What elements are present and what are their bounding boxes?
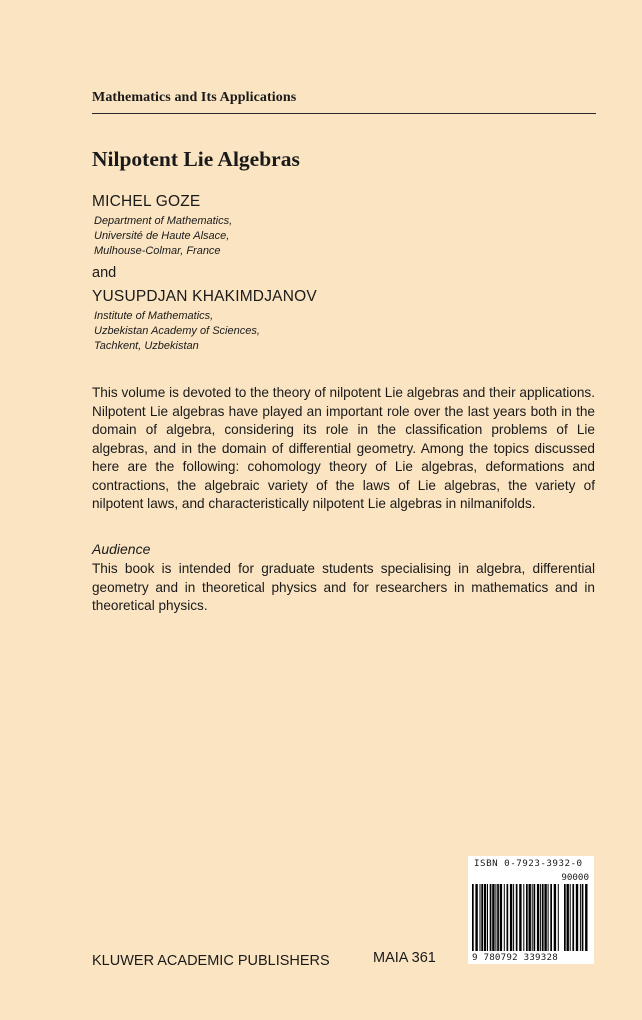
- barcode-bar: [475, 884, 477, 951]
- header-rule: [92, 113, 596, 114]
- barcode-bar: [492, 884, 494, 951]
- barcode-bar: [504, 884, 505, 951]
- audience-heading: Audience: [92, 541, 151, 557]
- barcode-bar: [585, 884, 587, 951]
- affiliation-line: Mulhouse-Colmar, France: [94, 245, 221, 257]
- barcode-bar: [519, 884, 521, 951]
- barcode-bar: [582, 884, 584, 951]
- barcode-bar: [558, 884, 559, 951]
- barcode-bars: [472, 884, 560, 951]
- series-title: Mathematics and Its Applications: [92, 90, 297, 105]
- barcode-bar: [570, 884, 571, 951]
- barcode-bar: [529, 884, 531, 951]
- barcode-bar: [542, 884, 544, 951]
- barcode-bar: [480, 884, 481, 951]
- publisher-name: KLUWER ACADEMIC PUBLISHERS: [92, 953, 330, 969]
- affiliation-line: Tachkent, Uzbekistan: [94, 340, 199, 352]
- barcode-bar: [580, 884, 581, 951]
- barcode-bar: [507, 884, 509, 951]
- barcode-bar: [550, 884, 552, 951]
- barcode-bar: [523, 884, 524, 951]
- author-affiliation: [94, 309, 260, 354]
- affiliation-line: Université de Haute Alsace,: [94, 230, 230, 242]
- affiliation-line: Uzbekistan Academy of Sciences,: [94, 325, 260, 337]
- affiliation-line: Institute of Mathematics,: [94, 310, 214, 322]
- barcode-bar: [484, 884, 486, 951]
- author-conjunction: and: [92, 265, 117, 281]
- addon-barcode-bars: [564, 884, 590, 951]
- barcode-bar: [532, 884, 533, 951]
- barcode-bar: [497, 884, 499, 951]
- series-code: MAIA 361: [373, 950, 436, 966]
- isbn-barcode: [468, 856, 594, 964]
- price-code: 90000: [561, 872, 589, 883]
- barcode-bar: [500, 884, 502, 951]
- barcode-bar: [487, 884, 488, 951]
- barcode-bar: [516, 884, 518, 951]
- author-affiliation: [94, 214, 232, 259]
- book-description: This volume is devoted to the theory of nilpotent Lie algebras and their applications. Nilpotent Lie algebras have played an important role over the last years both in the domain of algebra, considering its role in the classification problems of Lie algebras, and in the domain of differential geometry. Among the topics discussed here are the following: cohomology theory of Lie algebras, deformations and contractions, the algebraic variety of the laws of Lie algebras, the variety of nilpotent laws, and characteristically nilpotent Lie algebras in nilmanifolds.: [92, 385, 595, 511]
- barcode-bar: [572, 884, 574, 951]
- barcode-bar: [548, 884, 549, 951]
- barcode-bar: [481, 884, 483, 951]
- barcode-bar: [490, 884, 492, 951]
- affiliation-line: Department of Mathematics,: [94, 215, 233, 227]
- barcode-bar: [513, 884, 514, 951]
- barcode-bar: [554, 884, 556, 951]
- author-name: YUSUPDJAN KHAKIMDJANOV: [92, 288, 317, 305]
- barcode-bar: [534, 884, 536, 951]
- barcode-bar: [544, 884, 546, 951]
- audience-text: This book is intended for graduate students specialising in algebra, differential geometry and in theoretical physics and for researchers in mathematics and in theoretical physics.: [92, 561, 595, 613]
- barcode-bar: [495, 884, 496, 951]
- barcode-bar: [567, 884, 569, 951]
- book-title: Nilpotent Lie Algebras: [92, 147, 300, 171]
- barcode-bar: [526, 884, 528, 951]
- barcode-bar: [537, 884, 539, 951]
- barcode-bar: [540, 884, 541, 951]
- ean-number: 9 780792 339328: [472, 952, 558, 963]
- barcode-bar: [564, 884, 566, 951]
- isbn-label: ISBN 0-7923-3932-0: [474, 858, 583, 869]
- barcode-bar: [510, 884, 512, 951]
- author-name: MICHEL GOZE: [92, 193, 201, 210]
- barcode-bar: [472, 884, 474, 951]
- barcode-bar: [576, 884, 578, 951]
